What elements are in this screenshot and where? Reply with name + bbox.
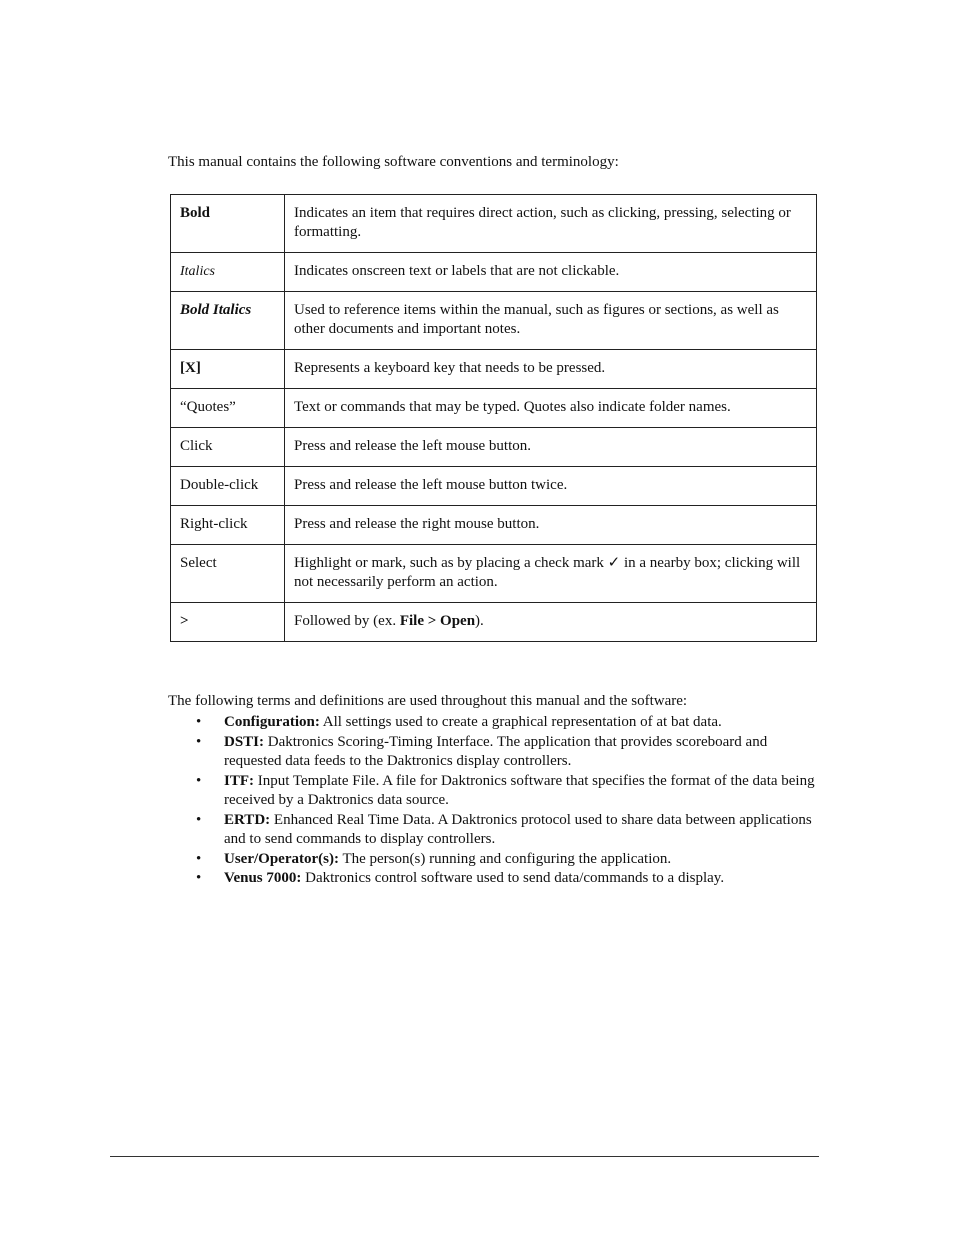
desc-cell: [285, 603, 817, 642]
term-cell: Double-click: [171, 467, 285, 506]
term-cell: Right-click: [171, 506, 285, 545]
definition-term: Venus 7000:: [224, 870, 302, 886]
desc-cell: Indicates an item that requires direct action, such as clicking, pressing, selecting or formatting.: [285, 195, 817, 253]
table-row: [171, 350, 817, 389]
definition-term: ERTD:: [224, 811, 271, 828]
definition-text: All settings used to create a graphical representation of at bat data.: [319, 714, 722, 730]
definition-term: ITF:: [224, 772, 254, 789]
desc-cell: Represents a keyboard key that needs to be pressed.: [285, 350, 817, 389]
table-row: [171, 506, 817, 545]
conventions-table: [170, 194, 817, 642]
table-row: [171, 467, 817, 506]
bullet-icon: •: [196, 870, 202, 886]
definitions-list: [196, 713, 816, 889]
term-cell: >: [171, 603, 285, 642]
bullet-icon: •: [196, 733, 202, 750]
term-cell: Bold Italics: [171, 292, 285, 350]
table-row: [171, 292, 817, 350]
definition-text: Daktronics Scoring-Timing Interface. The application that provides scoreboard and requested data feeds to the Daktronics display controllers.: [224, 733, 768, 769]
bullet-icon: •: [196, 811, 202, 828]
definition-text: Enhanced Real Time Data. A Daktronics protocol used to share data between applications and to send commands to display controllers.: [224, 811, 812, 847]
table-row: [171, 428, 817, 467]
table-row: [171, 253, 817, 292]
desc-prefix: Followed by (ex.: [294, 613, 400, 629]
list-item: [196, 772, 816, 811]
definition-term: DSTI:: [224, 733, 265, 750]
desc-suffix: ).: [475, 613, 484, 629]
definition-text: The person(s) running and configuring the application.: [338, 850, 672, 867]
bullet-icon: •: [196, 714, 202, 730]
bullet-icon: •: [196, 772, 202, 789]
list-item: [196, 713, 816, 733]
desc-cell: Press and release the right mouse button.: [285, 506, 817, 545]
definition-text: Input Template File. A file for Daktronics software that specifies the format of the data being received by a Daktronics data source.: [224, 772, 815, 808]
desc-cell: Press and release the left mouse button.: [285, 428, 817, 467]
desc-cell: Highlight or mark, such as by placing a check mark ✓ in a nearby box; clicking will not necessarily perform an action.: [285, 545, 817, 603]
term-cell: “Quotes”: [171, 389, 285, 428]
table-row: [171, 545, 817, 603]
definition-term: User/Operator(s):: [224, 850, 339, 867]
list-item: [196, 869, 816, 889]
term-cell: Bold: [171, 195, 285, 253]
bullet-icon: •: [196, 850, 202, 867]
desc-cell: Text or commands that may be typed. Quotes also indicate folder names.: [285, 389, 817, 428]
footer-rule: [110, 1156, 819, 1157]
table-row: [171, 195, 817, 253]
list-item: [196, 733, 816, 772]
term-cell: Select: [171, 545, 285, 603]
definition-text: Daktronics control software used to send data/commands to a display.: [301, 870, 725, 886]
term-cell: Click: [171, 428, 285, 467]
definitions-intro: The following terms and definitions are used throughout this manual and the software:: [168, 693, 688, 709]
conventions-intro: This manual contains the following software conventions and terminology:: [168, 154, 619, 170]
menu-path: File > Open: [399, 613, 476, 629]
list-item: [196, 850, 816, 870]
definition-term: Configuration:: [224, 714, 320, 730]
desc-cell: Used to reference items within the manual, such as figures or sections, as well as other documents and important notes.: [285, 292, 817, 350]
term-cell: Italics: [171, 253, 285, 292]
desc-cell: Press and release the left mouse button twice.: [285, 467, 817, 506]
list-item: [196, 811, 816, 850]
table-row: [171, 389, 817, 428]
table-row: [171, 603, 817, 642]
term-cell: [X]: [171, 350, 285, 389]
desc-cell: Indicates onscreen text or labels that are not clickable.: [285, 253, 817, 292]
